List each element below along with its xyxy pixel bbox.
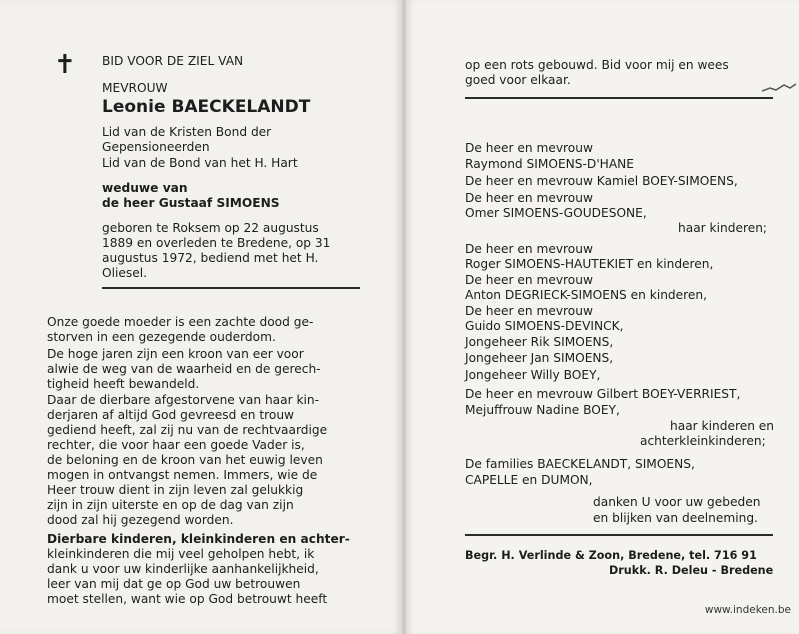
family-line: Jongeheer Rik SIMOENS,	[465, 335, 614, 349]
divider-rule	[102, 287, 360, 289]
family-line: Jongeheer Willy BOEY,	[465, 368, 601, 382]
text-line: rechter, die voor haar een goede Vader is,	[47, 438, 305, 452]
text-line: Heer trouw dient in zijn leven zal gelukkig	[47, 483, 304, 497]
prayer-header: BID VOOR DE ZIEL VAN	[102, 54, 244, 68]
family-line: De families BAECKELANDT, SIMOENS,	[465, 457, 695, 471]
right-page	[406, 0, 799, 634]
divider-rule	[465, 97, 773, 99]
thanks-line: danken U voor uw gebeden	[593, 495, 761, 509]
family-line: Roger SIMOENS-HAUTEKIET en kinderen,	[465, 257, 714, 271]
text-line: moet stellen, want wie op God betrouwt heeft	[47, 592, 328, 606]
text-line: leer van mij dat ge op God uw betrouwen	[47, 577, 301, 591]
family-line: haar kinderen en	[670, 419, 775, 433]
watermark: www.indeken.be	[704, 604, 791, 616]
deceased-surname: BAECKELANDT	[171, 97, 311, 117]
pen-mark-icon	[760, 82, 798, 94]
text-line: de beloning en de kroon van het euwig leven	[47, 453, 323, 467]
family-line: De heer en mevrouw Gilbert BOEY-VERRIEST,	[465, 387, 741, 401]
family-line: De heer en mevrouw	[465, 304, 593, 318]
deceased-name	[102, 97, 310, 117]
family-line: Anton DEGRIECK-SIMOENS en kinderen,	[465, 288, 708, 302]
family-line: CAPELLE en DUMON,	[465, 473, 593, 487]
membership-line: Gepensioneerden	[102, 140, 210, 154]
thanks-line: en blijken van deelneming.	[593, 511, 758, 525]
printer-line: Begr. H. Verlinde & Zoon, Bredene, tel. 716 91	[465, 549, 757, 562]
family-line: Raymond SIMOENS-D'HANE	[465, 157, 634, 171]
family-line: Jongeheer Jan SIMOENS,	[465, 351, 614, 365]
text-line: kleinkinderen die mij veel geholpen hebt, ik	[47, 547, 315, 561]
bio-line: 1889 en overleden te Bredene, op 31	[102, 236, 331, 250]
bio-line: geboren te Roksem op 22 augustus	[102, 221, 319, 235]
printer-line: Drukk. R. Deleu - Bredene	[609, 564, 774, 577]
text-line: zijn in zijn uiterste en op de dag van zijn	[47, 498, 294, 512]
text-line: alwie de weg van de waarheid en de gerech-	[47, 362, 321, 376]
text-line: gediend heeft, zal zij nu van de rechtvaardige	[47, 423, 328, 437]
intro-line: op een rots gebouwd. Bid voor mij en wees	[465, 58, 729, 72]
text-line: mogen in ontvangst nemen. Immers, wie de	[47, 468, 318, 482]
family-line: Mejuffrouw Nadine BOEY,	[465, 403, 620, 417]
family-line: Guido SIMOENS-DEVINCK,	[465, 319, 624, 333]
text-line: dood zal hij gezegend worden.	[47, 513, 234, 527]
family-line: De heer en mevrouw	[465, 141, 593, 155]
family-line: De heer en mevrouw Kamiel BOEY-SIMOENS,	[465, 174, 738, 188]
text-line: Daar de dierbare afgestorvene van haar kin-	[47, 393, 320, 407]
bio-line: augustus 1972, bediend met het H.	[102, 251, 319, 265]
family-line: De heer en mevrouw	[465, 273, 593, 287]
membership-line: Lid van de Bond van het H. Hart	[102, 156, 298, 170]
bio-line: Oliesel.	[102, 266, 147, 280]
text-line: tigheid heeft bewandeld.	[47, 377, 200, 391]
text-line: dank u voor uw kinderlijke aanhankelijkheid,	[47, 562, 319, 576]
cross-icon: ✝	[54, 50, 76, 80]
text-line: Onze goede moeder is een zachte dood ge-	[47, 315, 314, 329]
family-line: De heer en mevrouw	[465, 242, 593, 256]
family-line: haar kinderen;	[678, 221, 768, 235]
family-line: achterkleinkinderen;	[640, 434, 766, 448]
divider-rule	[465, 534, 773, 536]
intro-line: goed voor elkaar.	[465, 73, 571, 87]
text-line: De hoge jaren zijn een kroon van eer voor	[47, 347, 304, 361]
deceased-firstname: Leonie	[102, 97, 166, 117]
text-line: derjaren af altijd God gevreesd en trouw	[47, 408, 295, 422]
widow-of: de heer Gustaaf SIMOENS	[102, 196, 280, 210]
family-line: De heer en mevrouw	[465, 191, 593, 205]
family-line: Omer SIMOENS-GOUDESONE,	[465, 206, 647, 220]
title-mevrouw: MEVROUW	[102, 81, 168, 95]
text-line: storven in een gezegende ouderdom.	[47, 330, 276, 344]
widow-label: weduwe van	[102, 181, 188, 195]
text-line: Dierbare kinderen, kleinkinderen en achter-	[47, 532, 350, 546]
membership-line: Lid van de Kristen Bond der	[102, 125, 272, 139]
